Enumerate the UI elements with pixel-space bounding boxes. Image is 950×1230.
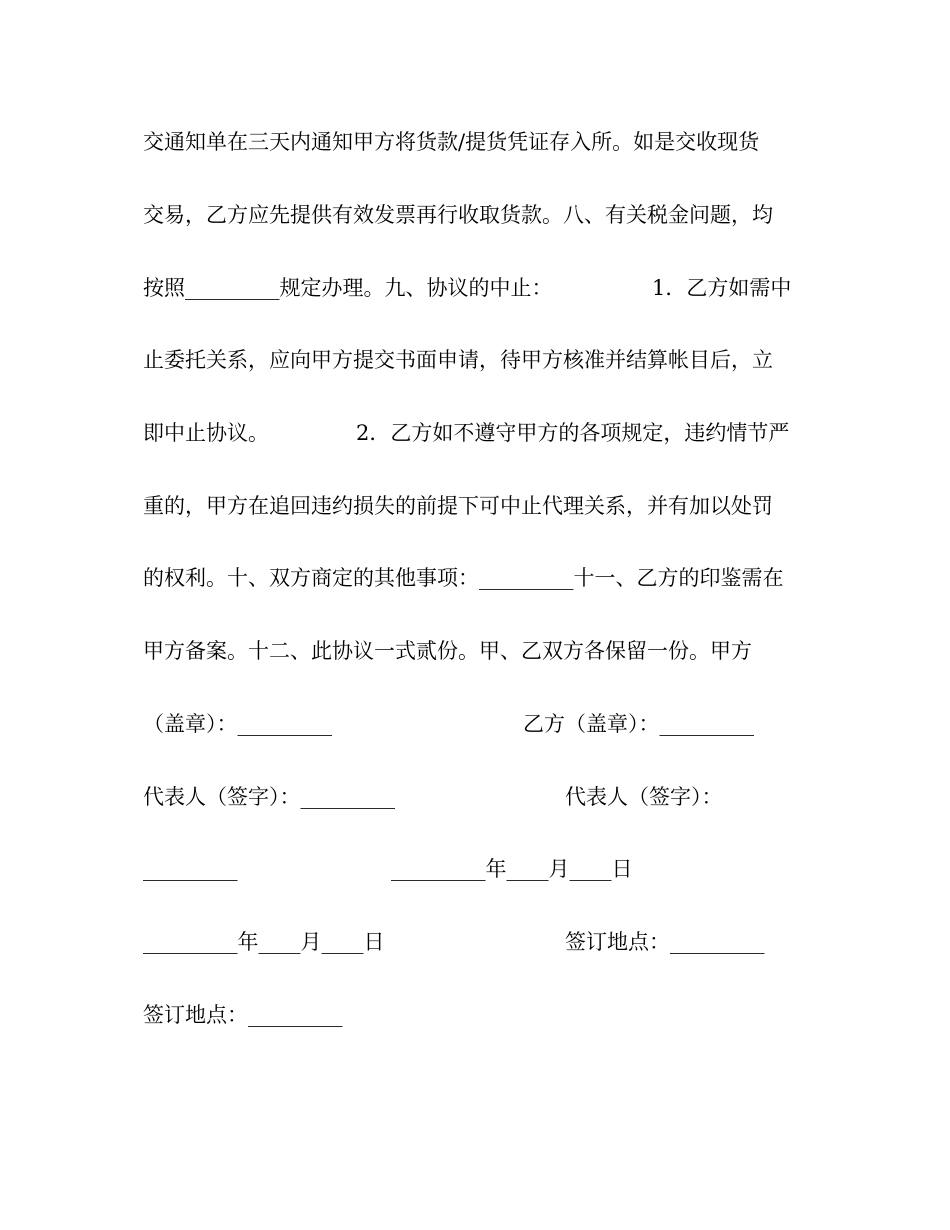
party-b-representative: 代表人（签字）： bbox=[565, 785, 723, 809]
party-a-seal: （盖章）：_________ bbox=[143, 712, 332, 736]
party-a-representative: 代表人（签字）：_________ bbox=[143, 785, 395, 809]
party-a-date: _________年____月____日 bbox=[143, 930, 385, 954]
signature-row-blank-date bbox=[143, 849, 803, 889]
party-a-signing-place: 签订地点：_________ bbox=[143, 1003, 343, 1027]
party-a-representative-blank: _________ bbox=[143, 857, 238, 881]
body-line-3 bbox=[143, 268, 803, 308]
party-b-date: _________年____月____日 bbox=[391, 857, 633, 881]
body-line-5-left: 即中止协议。 bbox=[143, 421, 269, 445]
body-line-7: 的权利。十、双方商定的其他事项：_________十一、乙方的印鉴需在 bbox=[143, 566, 784, 590]
signature-row-date-place bbox=[143, 922, 803, 962]
party-b-seal: 乙方（盖章）：_________ bbox=[523, 712, 754, 736]
body-line-2: 交易，乙方应先提供有效发票再行收取货款。八、有关税金问题，均 bbox=[143, 203, 773, 227]
signature-row-seal bbox=[143, 704, 803, 744]
body-line-3-right: 1．乙方如需中 bbox=[652, 276, 792, 300]
signature-row-rep bbox=[143, 777, 803, 817]
body-line-4: 止委托关系，应向甲方提交书面申请，待甲方核准并结算帐目后，立 bbox=[143, 348, 773, 372]
body-line-8: 甲方备案。十二、此协议一式贰份。甲、乙双方各保留一份。甲方 bbox=[143, 639, 752, 663]
body-line-6: 重的，甲方在追回违约损失的前提下可中止代理关系，并有加以处罚 bbox=[143, 494, 773, 518]
party-b-signing-place: 签订地点：_________ bbox=[565, 930, 765, 954]
body-line-5 bbox=[143, 413, 803, 453]
body-line-1: 交通知单在三天内通知甲方将货款/提货凭证存入所。如是交收现货 bbox=[143, 130, 760, 154]
body-line-5-right: 2．乙方如不遵守甲方的各项规定，违约情节严 bbox=[356, 421, 790, 445]
body-line-3-left: 按照_________规定办理。九、协议的中止： bbox=[143, 276, 553, 300]
